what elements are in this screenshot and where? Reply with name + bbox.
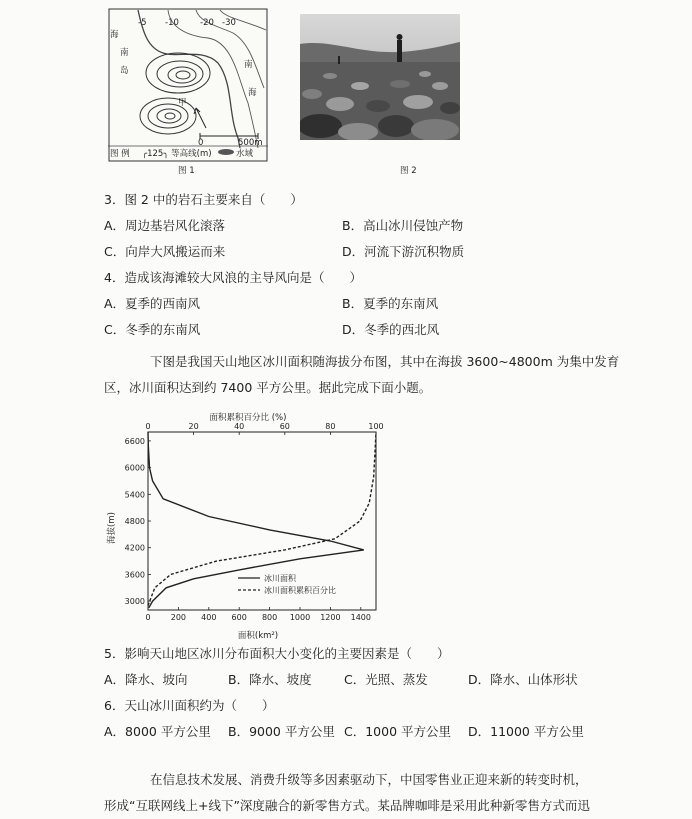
contour-label-10: -10 <box>165 18 179 28</box>
chart-x-axis-title: 面积(km²) <box>237 631 279 641</box>
figure-2-photo <box>300 14 460 140</box>
contour-label-20: -20 <box>200 18 214 28</box>
question-6-option-a: A．8000 平方公里 <box>104 724 211 739</box>
legend-title: 图 例 <box>110 149 130 159</box>
chart-top-axis-title: 面积累积百分比 (%) <box>209 413 287 423</box>
x-tick-label: 600 <box>231 613 247 622</box>
legend-contour: ╭125╮ 等高线(m) <box>142 149 212 159</box>
question-4-option-a: A．夏季的西南风 <box>104 296 201 311</box>
contour-label-5: -5 <box>138 18 147 28</box>
top-tick-label: 20 <box>188 422 199 431</box>
chart-plot-frame <box>148 432 376 610</box>
question-5-option-a: A．降水、坡向 <box>104 672 188 687</box>
intro-line-2: 区，冰川面积达到约 7400 平方公里。据此完成下面小题。 <box>104 380 432 395</box>
top-tick-label: 0 <box>145 422 151 431</box>
y-tick-label: 4200 <box>124 543 145 553</box>
question-5-option-d: D．降水、山体形状 <box>468 672 578 687</box>
x-tick-label: 1400 <box>350 613 371 622</box>
question-3-option-a: A．周边基岩风化滚落 <box>104 218 226 233</box>
question-6-option-c: C．1000 平方公里 <box>344 724 452 739</box>
question-5-option-b: B．降水、坡度 <box>228 672 312 687</box>
question-6-option-d: D．11000 平方公里 <box>468 724 584 739</box>
scale-label: 500m <box>238 138 263 148</box>
question-5-stem: 5．影响天山地区冰川分布面积大小变化的主要因素是（ ） <box>104 646 450 661</box>
top-tick-label: 100 <box>368 422 384 431</box>
y-tick-label: 5400 <box>124 490 145 500</box>
y-tick-label: 6600 <box>124 436 145 446</box>
question-4-option-d: D．冬季的西北风 <box>342 322 440 337</box>
x-tick-label: 0 <box>145 613 151 622</box>
map-label-hai-1: 海 <box>110 30 119 40</box>
y-tick-label: 6000 <box>124 463 145 473</box>
x-tick-label: 200 <box>170 613 187 622</box>
legend-label-1: 冰川面积 <box>264 574 296 583</box>
question-3-option-b: B．高山冰川侵蚀产物 <box>342 218 464 233</box>
x-tick-label: 800 <box>261 613 278 622</box>
beach-rocks-photo <box>300 14 460 140</box>
contour-label-30: -30 <box>222 18 236 28</box>
chart-y-axis-title: 海拔(m) <box>107 512 117 544</box>
y-tick-label: 3600 <box>124 570 145 580</box>
question-6-option-b: B．9000 平方公里 <box>228 724 335 739</box>
question-5-option-c: C．光照、蒸发 <box>344 672 428 687</box>
top-tick-label: 60 <box>279 422 290 431</box>
figure-2-caption: 图 2 <box>400 166 417 176</box>
y-tick-label: 4800 <box>124 517 145 526</box>
question-3-option-c: C．向岸大风搬运而来 <box>104 244 226 259</box>
x-tick-label: 1200 <box>320 613 341 622</box>
map-label-nan-2: 南 <box>244 60 253 70</box>
x-tick-label: 400 <box>201 613 217 622</box>
question-6-stem: 6．天山冰川面积约为（ ） <box>104 698 275 713</box>
legend-label-2: 冰川面积累积百分比 <box>264 586 336 595</box>
question-3-option-d: D．河流下游沉积物质 <box>342 244 465 259</box>
series-line-1 <box>148 432 364 608</box>
place-label-jia: 甲 <box>178 98 187 108</box>
intro-line-1: 下图是我国天山地区冰川面积随海拔分布图，其中在海拔 3600~4800m 为集中发育 <box>150 354 620 369</box>
question-4-option-b: B．夏季的东南风 <box>342 296 439 311</box>
map-label-dao: 岛 <box>120 66 129 76</box>
scale-zero: 0 <box>198 138 204 148</box>
question-4-stem: 4．造成该海滩较大风浪的主导风向是（ ） <box>104 270 362 285</box>
figure-1-caption: 图 1 <box>178 166 195 176</box>
figure-1-map <box>108 8 268 162</box>
passage-line-1: 在信息技术发展、消费升级等多因素驱动下，中国零售业正迎来新的转变时机， <box>150 772 588 787</box>
map-label-hai-2: 海 <box>248 88 257 98</box>
map-label-nan-1: 南 <box>120 48 129 58</box>
top-tick-label: 40 <box>234 422 245 431</box>
question-4-option-c: C．冬季的东南风 <box>104 322 201 337</box>
legend-water: 水域 <box>236 149 254 159</box>
passage-line-2: 形成“互联网线上+线下”深度融合的新零售方式。某品牌咖啡是采用此种新零售方式而迅 <box>104 798 590 813</box>
glacier-chart <box>100 410 390 642</box>
glacier-chart-svg <box>100 410 390 642</box>
question-3-stem: 3．图 2 中的岩石主要来自（ ） <box>104 192 303 207</box>
x-tick-label: 1000 <box>289 613 311 622</box>
top-tick-label: 80 <box>325 422 336 431</box>
series-line-2 <box>148 432 376 606</box>
y-tick-label: 3000 <box>124 597 145 607</box>
